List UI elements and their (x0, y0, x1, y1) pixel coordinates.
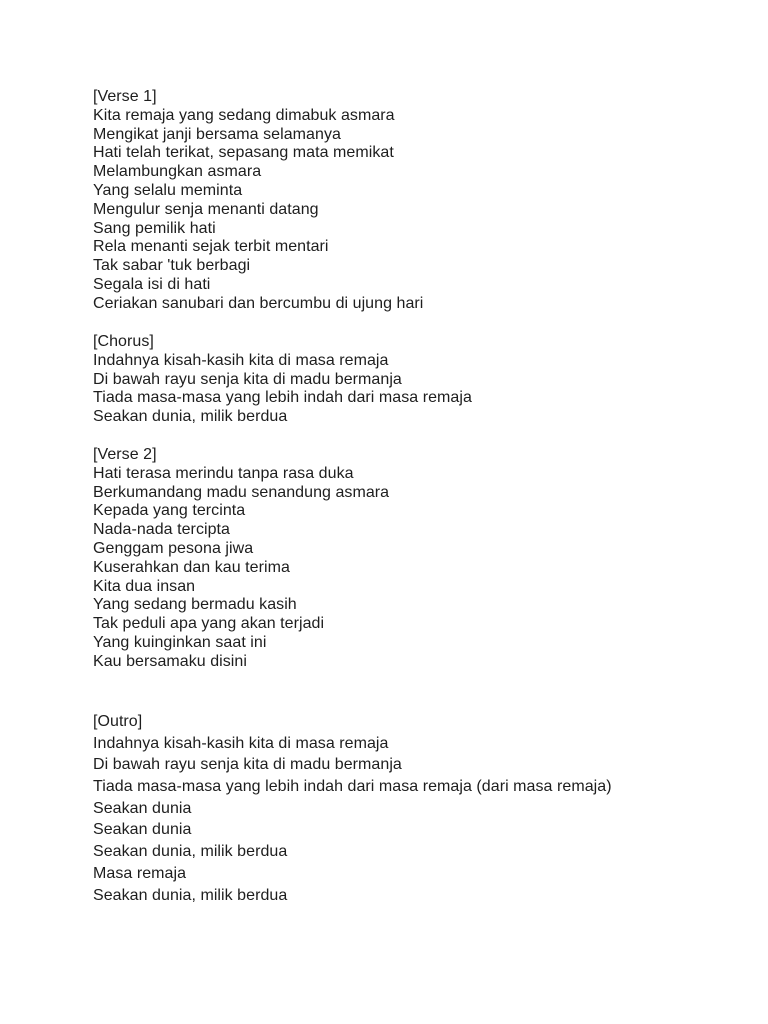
section-chorus (93, 333, 472, 427)
lyric-line: Rela menanti sejak terbit mentari (93, 238, 329, 256)
lyric-line: Berkumandang madu senandung asmara (93, 483, 390, 501)
lyric-line: Hati telah terikat, sepasang mata memikat (93, 144, 394, 162)
lyric-line: Mengikat janji bersama selamanya (93, 125, 341, 143)
lyric-line: Genggam pesona jiwa (93, 539, 254, 557)
lyric-line: Kita dua insan (93, 577, 196, 595)
lyric-line: Yang selalu meminta (93, 181, 243, 199)
lyric-line: Indahnya kisah-kasih kita di masa remaja (93, 351, 389, 369)
lyric-line: Sang pemilik hati (93, 219, 216, 237)
lyric-line: Yang kuinginkan saat ini (93, 633, 267, 651)
lyric-line: Seakan dunia (93, 821, 192, 839)
lyric-line: Kita remaja yang sedang dimabuk asmara (93, 106, 395, 124)
lyric-line: Di bawah rayu senja kita di madu bermanja (93, 756, 402, 774)
lyric-line: Tiada masa-masa yang lebih indah dari masa remaja (dari masa remaja) (93, 778, 612, 796)
lyric-line: Yang sedang bermadu kasih (93, 596, 297, 614)
lyric-line: Di bawah rayu senja kita di madu bermanja (93, 370, 402, 388)
lyric-line: Ceriakan sanubari dan bercumbu di ujung hari (93, 294, 424, 312)
section-outro (93, 711, 612, 906)
lyric-line: Hati terasa merindu tanpa rasa duka (93, 464, 354, 482)
lyric-line: Segala isi di hati (93, 275, 211, 293)
lyric-line: Indahnya kisah-kasih kita di masa remaja (93, 734, 389, 752)
lyric-line: Kau bersamaku disini (93, 652, 247, 670)
lyric-line: Melambungkan asmara (93, 163, 262, 181)
lyric-line: Tak sabar 'tuk berbagi (93, 257, 251, 275)
lyric-line: Seakan dunia (93, 799, 192, 817)
lyric-line: Tiada masa-masa yang lebih indah dari masa remaja (93, 389, 472, 407)
section-heading: [Chorus] (93, 333, 154, 350)
lyric-line: Mengulur senja menanti datang (93, 200, 319, 218)
lyric-line: Kuserahkan dan kau terima (93, 558, 290, 576)
lyric-line: Seakan dunia, milik berdua (93, 843, 288, 861)
section-heading: [Verse 1] (93, 88, 157, 105)
lyric-line: Seakan dunia, milik berdua (93, 408, 288, 426)
lyric-line: Nada-nada tercipta (93, 521, 230, 539)
lyric-line: Masa remaja (93, 864, 187, 882)
lyric-line: Tak peduli apa yang akan terjadi (93, 615, 325, 633)
section-heading: [Outro] (93, 713, 143, 730)
lyric-line: Seakan dunia, milik berdua (93, 886, 288, 904)
lyric-line: Kepada yang tercinta (93, 502, 246, 520)
section-heading: [Verse 2] (93, 446, 157, 463)
section-verse-1 (93, 88, 423, 314)
section-verse-2 (93, 446, 389, 672)
